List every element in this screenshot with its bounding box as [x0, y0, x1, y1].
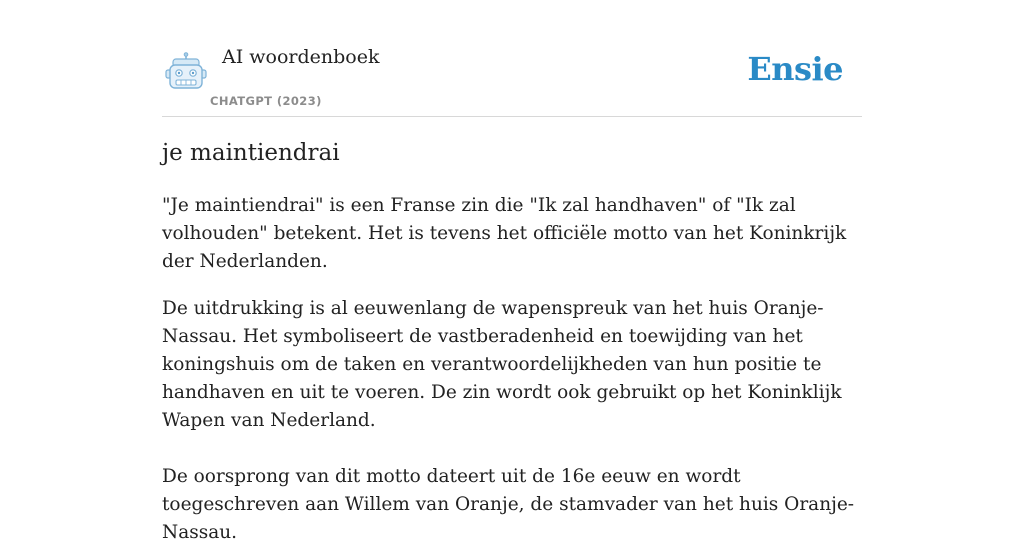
- source-label: CHATGPT (2023): [210, 94, 322, 108]
- ensie-logo[interactable]: Ensie: [747, 50, 843, 88]
- definition-paragraph: De uitdrukking is al eeuwenlang de wapenspreuk van het huis Oranje-Nassau. Het symboliseert de vastberadenheid en toewijding van het koningshuis om de taken en verantwoordelijkheden van hun positie te handhaven en uit te voeren. De zin wordt ook gebruikt op het Koninklijk Wapen van Nederland.: [162, 298, 842, 431]
- definition-paragraph: De oorsprong van dit motto dateert uit de 16e eeuw en wordt toegeschreven aan Willem van Oranje, de stamvader van het huis Oranje-Nassau.: [162, 466, 855, 543]
- entry-term: je maintiendrai: [162, 140, 340, 166]
- definition-body: [162, 192, 862, 547]
- header: [162, 38, 862, 117]
- dictionary-title[interactable]: AI woordenboek: [222, 46, 380, 68]
- definition-paragraph: "Je maintiendrai" is een Franse zin die "Ik zal handhaven" of "Ik zal volhouden" betekent. Het is tevens het officiële motto van het Koninkrijk der Nederlanden.: [162, 195, 847, 272]
- robot-icon: [165, 52, 207, 90]
